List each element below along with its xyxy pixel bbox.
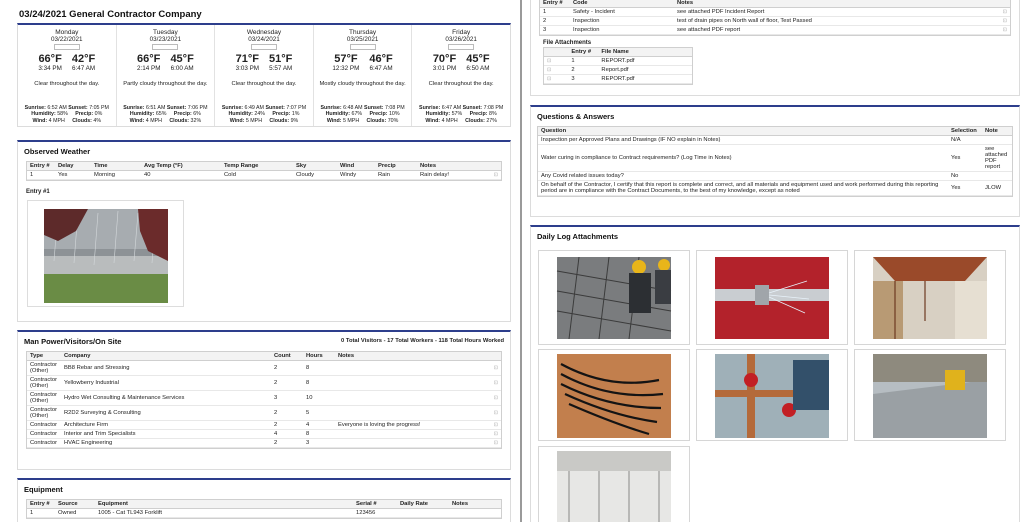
table-row	[540, 26, 1010, 35]
inspections-panel	[530, 0, 1020, 96]
table-cell: Windy	[337, 171, 375, 180]
wind-label: Wind:	[32, 117, 48, 124]
table-cell: 2	[271, 376, 303, 391]
day-name: Wednesday	[246, 29, 282, 36]
table-cell: test of drain pipes on North wall of floor, Test Passed	[674, 17, 987, 26]
row-expand-icon[interactable]: ⊡	[987, 26, 1010, 35]
weather-forecast-panel	[17, 23, 511, 127]
clouds-label: Clouds:	[72, 117, 92, 124]
wire-bundle-photo[interactable]	[538, 349, 690, 441]
sunrise-value: 6:51 AM	[145, 105, 166, 112]
table-row	[538, 181, 1012, 196]
table-row	[27, 391, 501, 406]
right-report-column	[522, 0, 1024, 522]
leaking-pipe-photo[interactable]	[696, 250, 848, 345]
table-cell: Rain	[375, 171, 417, 180]
precip-label: Precip:	[173, 111, 192, 118]
clouds-label: Clouds:	[465, 117, 485, 124]
sunset-value: 7:07 PM	[286, 105, 307, 112]
qa-table	[537, 126, 1013, 197]
column-header: Hours	[303, 352, 335, 361]
column-header: Question	[538, 127, 948, 136]
table-cell	[335, 430, 484, 439]
table-cell: 5	[303, 406, 335, 421]
column-header: Type	[27, 352, 61, 361]
day-name: Thursday	[349, 29, 377, 36]
column-header: Notes	[674, 0, 987, 8]
table-cell: Cloudy	[293, 171, 337, 180]
sunset-label: Sunset:	[364, 105, 384, 112]
row-expand-icon[interactable]: ⊡	[484, 421, 501, 430]
table-cell: 2	[271, 421, 303, 430]
column-header: File Name	[598, 48, 692, 57]
column-header: Count	[271, 352, 303, 361]
attachment-icon[interactable]: ⊡	[544, 75, 568, 84]
table-cell: 3	[271, 391, 303, 406]
table-cell: Contractor (Other)	[27, 376, 61, 391]
column-header: Equipment	[95, 500, 353, 509]
sunrise-label: Sunrise:	[320, 105, 342, 112]
equipment-table	[26, 499, 502, 519]
weather-stats	[314, 105, 412, 124]
table-cell: Yellowberry Industrial	[61, 376, 271, 391]
table-cell: Any Covid related issues today?	[538, 172, 948, 181]
weather-description: Mostly cloudy throughout the day.	[319, 81, 406, 87]
plumber-valves-photo[interactable]	[696, 349, 848, 441]
file-attachments-table	[543, 47, 693, 85]
low-time: 6:47 AM	[369, 65, 393, 72]
inspections-table	[539, 0, 1011, 36]
table-row	[538, 145, 1012, 172]
sunrise-value: 6:49 AM	[244, 105, 264, 112]
observed-weather-title: Observed Weather	[24, 147, 91, 156]
table-cell: 3	[303, 439, 335, 448]
table-cell: No	[948, 172, 982, 181]
column-header: Entry #	[568, 48, 598, 57]
table-cell	[449, 509, 501, 518]
row-expand-icon[interactable]: ⊡	[484, 361, 501, 376]
column-header: Entry #	[27, 500, 55, 509]
table-cell: Report.pdf	[598, 66, 692, 75]
sunrise-label: Sunrise:	[419, 105, 441, 112]
clouds-value: 9%	[290, 117, 299, 124]
sunset-value: 7:06 PM	[187, 105, 208, 112]
weather-stats	[412, 105, 510, 124]
weather-day-card	[314, 25, 413, 126]
humidity-label: Humidity:	[228, 111, 253, 118]
qa-panel	[530, 105, 1020, 217]
clouds-value: 27%	[486, 117, 497, 124]
table-cell: REPORT.pdf	[598, 57, 692, 66]
equipment-panel	[17, 478, 511, 522]
equipment-title: Equipment	[24, 485, 63, 494]
weather-stats	[215, 105, 313, 124]
attachment-icon[interactable]: ⊡	[544, 66, 568, 75]
sunrise-label: Sunrise:	[221, 105, 244, 112]
row-expand-icon[interactable]: ⊡	[484, 391, 501, 406]
column-header: Avg Temp (°F)	[141, 162, 221, 171]
sunrise-value: 6:52 AM	[47, 105, 67, 112]
weather-description: Partly cloudy throughout the day.	[123, 81, 208, 87]
precip-value: 10%	[388, 111, 400, 118]
sunrise-label: Sunrise:	[123, 105, 145, 112]
table-cell: 1	[27, 171, 55, 180]
attachment-icon[interactable]: ⊡	[544, 57, 568, 66]
sunrise-value: 6:48 AM	[343, 105, 363, 112]
table-cell: Owned	[55, 509, 95, 518]
steel-frame-interior-photo[interactable]	[854, 250, 1006, 345]
sunset-label: Sunset:	[265, 105, 285, 112]
row-expand-icon[interactable]: ⊡	[987, 17, 1010, 26]
low-time: 6:50 AM	[466, 65, 490, 72]
precip-label: Precip:	[272, 111, 291, 118]
table-cell: N/A	[948, 136, 982, 145]
precip-label: Precip:	[75, 111, 94, 118]
column-header-blank	[482, 162, 501, 171]
column-header: Temp Range	[221, 162, 293, 171]
column-header-blank	[987, 0, 1010, 8]
table-cell: 1005 - Cat TL943 Forklift	[95, 509, 353, 518]
precip-value: 6%	[193, 111, 201, 118]
rain-weather-photo[interactable]	[27, 200, 184, 307]
wind-label: Wind:	[326, 117, 342, 124]
weather-icon	[448, 44, 474, 50]
humidity-value: 65%	[155, 111, 167, 118]
day-name: Tuesday	[153, 29, 178, 36]
column-header-blank	[544, 48, 568, 57]
column-header: Entry #	[27, 162, 55, 171]
table-row	[538, 172, 1012, 181]
column-header: Precip	[375, 162, 417, 171]
table-cell: Contractor (Other)	[27, 391, 61, 406]
day-date: 03/22/2021	[51, 36, 83, 43]
humidity-value: 58%	[57, 111, 68, 118]
sunset-label: Sunset:	[68, 105, 88, 112]
table-cell: 1	[540, 8, 570, 17]
table-cell: Safety - Incident	[570, 8, 674, 17]
table-cell: JLOW	[982, 181, 1012, 196]
sunset-value: 7:05 PM	[89, 105, 109, 112]
table-cell: 8	[303, 376, 335, 391]
table-cell: Contractor	[27, 439, 61, 448]
manpower-summary: 0 Total Visitors - 17 Total Workers - 118 Total Hours Worked	[341, 338, 504, 344]
row-expand-icon[interactable]: ⊡	[987, 8, 1010, 17]
table-cell: 2	[568, 66, 598, 75]
low-temp: 42°F	[71, 53, 96, 65]
clouds-value: 4%	[93, 117, 102, 124]
table-cell: Yes	[55, 171, 91, 180]
table-row	[27, 171, 501, 180]
high-temp: 70°F	[432, 53, 457, 65]
table-cell: Morning	[91, 171, 141, 180]
table-cell	[335, 391, 484, 406]
weather-description: Clear throughout the day.	[428, 81, 494, 87]
column-header: Notes	[449, 500, 501, 509]
low-time: 6:47 AM	[71, 65, 96, 72]
wind-label: Wind:	[129, 117, 145, 124]
table-row	[27, 406, 501, 421]
high-time: 3:34 PM	[38, 65, 62, 72]
weather-day-card	[215, 25, 314, 126]
weather-icon	[350, 44, 376, 50]
table-cell	[397, 509, 449, 518]
high-time: 2:14 PM	[136, 65, 161, 72]
table-row	[538, 136, 1012, 145]
table-cell: Rain delay!	[417, 171, 482, 180]
weather-description: Clear throughout the day.	[231, 81, 297, 87]
table-cell: Yes	[948, 145, 982, 172]
wind-value: 4 MPH	[441, 117, 458, 124]
table-cell: 40	[141, 171, 221, 180]
low-temp: 45°F	[466, 53, 490, 65]
precip-value: 8%	[489, 111, 497, 118]
day-date: 03/25/2021	[346, 36, 379, 43]
row-expand-icon[interactable]: ⊡	[484, 439, 501, 448]
wind-value: 4 MPH	[145, 117, 162, 124]
table-cell: Yes	[948, 181, 982, 196]
table-cell: Everyone is loving the progress!	[335, 421, 484, 430]
attachments-title: Daily Log Attachments	[537, 232, 618, 241]
table-cell	[982, 172, 1012, 181]
clouds-label: Clouds:	[269, 117, 290, 124]
day-date: 03/23/2021	[149, 36, 182, 43]
column-header: Time	[91, 162, 141, 171]
table-cell: 2	[271, 439, 303, 448]
table-cell: 1	[27, 509, 55, 518]
row-expand-icon[interactable]: ⊡	[484, 430, 501, 439]
table-cell: 123456	[353, 509, 397, 518]
manpower-title: Man Power/Visitors/On Site	[24, 337, 122, 346]
wind-value: 5 MPH	[342, 117, 360, 124]
weather-icon	[54, 44, 80, 50]
high-temp: 66°F	[137, 53, 161, 65]
table-cell: BB8 Rebar and Stressing	[61, 361, 271, 376]
table-cell: 1	[568, 57, 598, 66]
low-time: 5:57 AM	[269, 65, 293, 72]
manpower-table	[26, 351, 502, 449]
table-cell: 10	[303, 391, 335, 406]
table-cell: REPORT.pdf	[598, 75, 692, 84]
clouds-label: Clouds:	[366, 117, 387, 124]
table-cell: 2	[271, 406, 303, 421]
table-cell: 3	[540, 26, 570, 35]
table-row	[27, 439, 501, 448]
table-row	[27, 361, 501, 376]
table-cell	[982, 136, 1012, 145]
column-header: Note	[982, 127, 1012, 136]
low-time: 6:00 AM	[170, 65, 194, 72]
column-header: Code	[570, 0, 674, 8]
high-time: 3:03 PM	[235, 65, 260, 72]
table-cell: Cold	[221, 171, 293, 180]
high-time: 12:32 PM	[332, 65, 360, 72]
column-header: Company	[61, 352, 271, 361]
table-cell	[335, 376, 484, 391]
concrete-pour-photo[interactable]	[854, 349, 1006, 441]
table-row	[540, 8, 1010, 17]
table-cell: R2D2 Surveying & Consulting	[61, 406, 271, 421]
table-cell: 8	[303, 430, 335, 439]
wind-value: 5 MPH	[245, 117, 263, 124]
clouds-label: Clouds:	[169, 117, 190, 124]
column-header: Source	[55, 500, 95, 509]
table-cell: 4	[303, 421, 335, 430]
table-cell: see attached PDF report	[982, 145, 1012, 172]
humidity-value: 57%	[451, 111, 463, 118]
table-cell: Water curing in compliance to Contract requirements? (Log Time in Notes)	[538, 145, 948, 172]
table-cell: 8	[303, 361, 335, 376]
table-cell: Contractor (Other)	[27, 361, 61, 376]
day-name: Monday	[55, 29, 79, 36]
humidity-label: Humidity:	[31, 111, 56, 118]
precip-value: 0%	[94, 111, 103, 118]
row-expand-icon[interactable]: ⊡	[482, 171, 501, 180]
table-cell: Interior and Trim Specialists	[61, 430, 271, 439]
wind-label: Wind:	[229, 117, 245, 124]
table-cell: Contractor (Other)	[27, 406, 61, 421]
column-header: Delay	[55, 162, 91, 171]
table-cell: see attached PDF Incident Report	[674, 8, 987, 17]
table-cell: On behalf of the Contractor, I certify that this report is complete and correct, and all materials and equipment used and work performed during this reporting period are in compliance with the Contract Documents, to the best of my knowledge, except as noted	[538, 181, 948, 196]
table-cell: 2	[271, 361, 303, 376]
sunset-label: Sunset:	[166, 105, 187, 112]
weather-day-card	[412, 25, 510, 126]
humidity-value: 24%	[254, 111, 266, 118]
low-temp: 46°F	[369, 53, 393, 65]
high-time: 3:01 PM	[432, 65, 457, 72]
row-expand-icon[interactable]: ⊡	[484, 376, 501, 391]
sunset-value: 7:08 PM	[483, 105, 504, 112]
high-temp: 66°F	[38, 53, 62, 65]
table-row	[544, 57, 692, 66]
column-header-blank	[484, 352, 501, 361]
low-temp: 45°F	[170, 53, 194, 65]
table-row	[27, 421, 501, 430]
table-row	[27, 509, 501, 518]
low-temp: 51°F	[269, 53, 293, 65]
row-expand-icon[interactable]: ⊡	[484, 406, 501, 421]
humidity-label: Humidity:	[325, 111, 351, 118]
entry-label: Entry #1	[26, 189, 50, 195]
column-header: Sky	[293, 162, 337, 171]
weather-day-card	[18, 25, 117, 126]
weather-icon	[251, 44, 277, 50]
sunset-value: 7:08 PM	[384, 105, 405, 112]
column-header: Selection	[948, 127, 982, 136]
precip-value: 1%	[291, 111, 300, 118]
high-temp: 57°F	[334, 53, 358, 65]
manpower-panel	[17, 330, 511, 470]
weather-description: Clear throughout the day.	[34, 81, 100, 87]
weather-stats	[117, 105, 215, 124]
humidity-label: Humidity:	[425, 111, 451, 118]
column-header: Serial #	[353, 500, 397, 509]
interior-demolition-photo[interactable]	[538, 446, 690, 522]
day-date: 03/26/2021	[445, 36, 477, 43]
qa-title: Questions & Answers	[537, 112, 615, 121]
humidity-value: 67%	[351, 111, 363, 118]
table-cell: 4	[271, 430, 303, 439]
table-cell: HVAC Engineering	[61, 439, 271, 448]
day-name: Friday	[452, 29, 471, 36]
table-row	[27, 376, 501, 391]
table-cell: see attached PDF report	[674, 26, 987, 35]
clouds-value: 32%	[190, 117, 202, 124]
table-cell: Contractor	[27, 421, 61, 430]
table-cell: Inspection	[570, 26, 674, 35]
table-cell	[335, 361, 484, 376]
table-row	[544, 66, 692, 75]
table-cell: Inspection per Approved Plans and Drawings (IF NO explain in Notes)	[538, 136, 948, 145]
day-date: 03/24/2021	[248, 36, 280, 43]
high-temp: 71°F	[235, 53, 259, 65]
wind-label: Wind:	[425, 117, 441, 124]
column-header: Notes	[417, 162, 482, 171]
column-header: Daily Rate	[397, 500, 449, 509]
table-cell	[335, 439, 484, 448]
sunrise-label: Sunrise:	[24, 105, 46, 112]
table-cell	[335, 406, 484, 421]
report-title: 03/24/2021 General Contractor Company	[19, 9, 202, 20]
table-cell: Hydro Wet Consulting & Maintenance Services	[61, 391, 271, 406]
column-header: Entry #	[540, 0, 570, 8]
table-cell: 3	[568, 75, 598, 84]
table-cell: Architecture Firm	[61, 421, 271, 430]
sunset-label: Sunset:	[462, 105, 483, 112]
table-cell: 2	[540, 17, 570, 26]
rebar-workers-photo[interactable]	[538, 250, 690, 345]
observed-weather-table	[26, 161, 502, 181]
weather-day-card	[117, 25, 216, 126]
humidity-label: Humidity:	[129, 111, 155, 118]
weather-icon	[152, 44, 178, 50]
wind-value: 4 MPH	[48, 117, 65, 124]
table-row	[27, 430, 501, 439]
precip-label: Precip:	[369, 111, 388, 118]
table-cell: Contractor	[27, 430, 61, 439]
sunrise-value: 6:47 AM	[441, 105, 462, 112]
column-header: Notes	[335, 352, 484, 361]
clouds-value: 70%	[387, 117, 399, 124]
table-row	[540, 17, 1010, 26]
file-attachments-title: File Attachments	[543, 40, 592, 46]
column-header: Wind	[337, 162, 375, 171]
table-cell: Inspection	[570, 17, 674, 26]
weather-stats	[18, 105, 116, 124]
precip-label: Precip:	[469, 111, 488, 118]
table-row	[544, 75, 692, 84]
